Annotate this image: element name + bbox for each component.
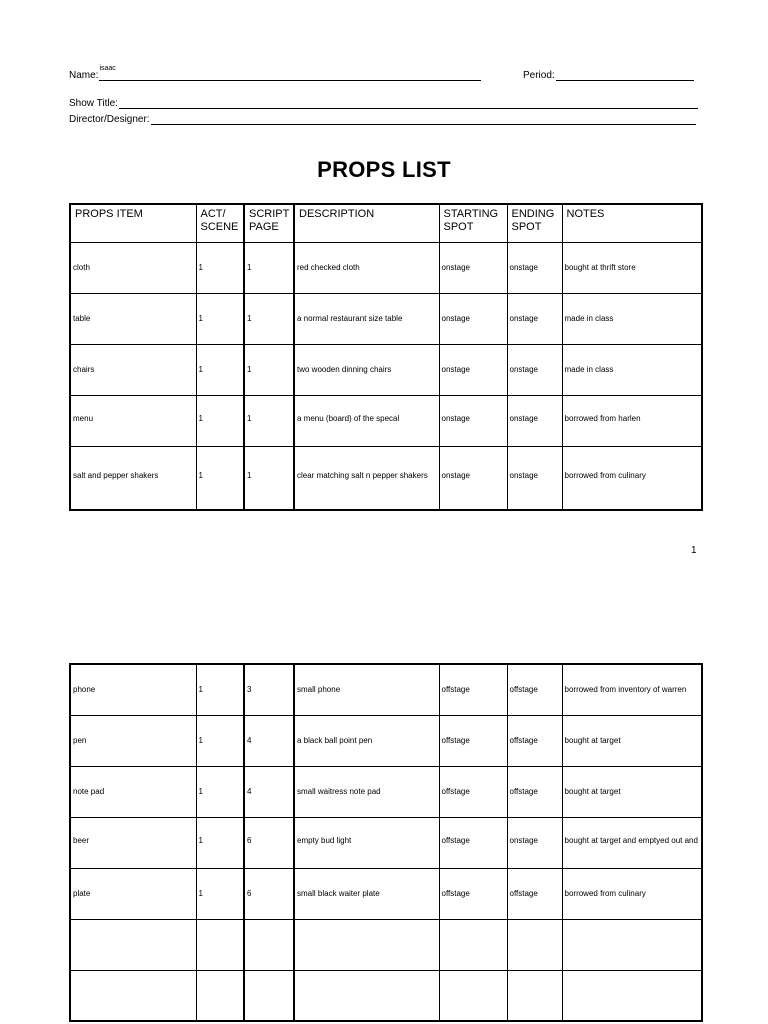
cell-start[interactable]: [439, 970, 507, 1021]
cell-notes-text: made in class: [564, 313, 614, 323]
cell-end[interactable]: [507, 766, 562, 817]
cell-item-text: note pad: [73, 786, 105, 796]
cell-end-text: offstage: [509, 685, 538, 694]
cell-item[interactable]: [70, 868, 196, 919]
cell-end-text: onstage: [509, 364, 538, 374]
cell-end[interactable]: [507, 344, 562, 395]
cell-description-text: a black ball point pen: [297, 735, 373, 745]
cell-start-text: offstage: [441, 685, 470, 694]
header-ending-spot: ENDING SPOT: [507, 204, 562, 242]
period-field[interactable]: [523, 70, 694, 81]
cell-notes[interactable]: [562, 395, 702, 446]
cell-description[interactable]: [294, 344, 439, 395]
cell-notes[interactable]: [562, 242, 702, 293]
cell-end-text: onstage: [509, 313, 538, 323]
cell-page[interactable]: [244, 868, 294, 919]
cell-notes[interactable]: [562, 344, 702, 395]
cell-act-text: 1: [198, 685, 203, 694]
director-label: Director/Designer:: [69, 114, 150, 125]
cell-description[interactable]: [294, 446, 439, 510]
cell-page[interactable]: [244, 715, 294, 766]
cell-notes[interactable]: [562, 970, 702, 1021]
cell-page-text: 4: [247, 786, 252, 796]
cell-notes-text: bought at target: [564, 786, 621, 796]
cell-description[interactable]: [294, 715, 439, 766]
cell-page[interactable]: [244, 664, 294, 715]
cell-page[interactable]: [244, 446, 294, 510]
cell-notes-text: bought at target: [564, 735, 621, 745]
header-act-scene: ACT/ SCENE: [196, 204, 244, 242]
name-line: [99, 65, 481, 81]
cell-start-text: onstage: [441, 313, 470, 323]
cell-act-text: 1: [198, 413, 203, 423]
cell-description[interactable]: [294, 919, 439, 970]
table-row: [70, 293, 702, 344]
cell-end-text: onstage: [509, 470, 538, 480]
header-notes: NOTES: [562, 204, 702, 242]
director-line: [151, 115, 696, 125]
cell-description-text: a menu (board) of the specal: [297, 413, 400, 423]
cell-item[interactable]: [70, 766, 196, 817]
period-label: Period:: [523, 70, 555, 81]
cell-page-text: 3: [247, 685, 252, 694]
show-title-line: [119, 99, 698, 109]
cell-description[interactable]: [294, 817, 439, 868]
cell-notes-text: bought at thrift store: [564, 262, 636, 272]
cell-notes[interactable]: [562, 919, 702, 970]
cell-notes-text: borrowed from culinary: [564, 888, 646, 898]
cell-page[interactable]: [244, 242, 294, 293]
cell-act-text: 1: [198, 470, 203, 480]
cell-start-text: onstage: [441, 262, 470, 272]
page-title: PROPS LIST: [317, 157, 451, 182]
cell-end-text: onstage: [509, 262, 538, 272]
cell-item[interactable]: [70, 664, 196, 715]
cell-notes[interactable]: [562, 664, 702, 715]
cell-item[interactable]: [70, 715, 196, 766]
table-row: [70, 395, 702, 446]
table-row: [70, 868, 702, 919]
cell-start[interactable]: [439, 868, 507, 919]
cell-act[interactable]: [196, 817, 244, 868]
cell-act[interactable]: [196, 344, 244, 395]
name-field[interactable]: [69, 65, 481, 81]
cell-description-text: a normal restaurant size table: [297, 313, 403, 323]
cell-item-text: cloth: [73, 262, 90, 272]
cell-act-text: 1: [198, 835, 203, 845]
cell-description[interactable]: [294, 970, 439, 1021]
cell-description-text: two wooden dinning chairs: [297, 364, 392, 374]
cell-act-text: 1: [198, 888, 203, 898]
cell-start-text: offstage: [441, 888, 470, 898]
name-label: Name:: [69, 70, 99, 81]
header-description: DESCRIPTION: [294, 204, 439, 242]
cell-start[interactable]: [439, 344, 507, 395]
cell-item[interactable]: [70, 395, 196, 446]
cell-act-text: 1: [198, 364, 203, 374]
cell-start[interactable]: [439, 293, 507, 344]
show-title-label: Show Title:: [69, 98, 118, 109]
cell-end[interactable]: [507, 919, 562, 970]
cell-description-text: empty bud light: [297, 835, 352, 845]
cell-item[interactable]: [70, 344, 196, 395]
table-row: [70, 715, 702, 766]
cell-end[interactable]: [507, 664, 562, 715]
cell-notes-text: borrowed from inventory of warren: [564, 685, 687, 694]
cell-page-text: 1: [247, 262, 252, 272]
cell-description-text: clear matching salt n pepper shakers: [297, 470, 428, 480]
cell-end[interactable]: [507, 293, 562, 344]
table-row: [70, 766, 702, 817]
cell-end[interactable]: [507, 242, 562, 293]
table-row: [70, 970, 702, 1021]
cell-act[interactable]: [196, 242, 244, 293]
cell-start[interactable]: [439, 242, 507, 293]
cell-start-text: offstage: [441, 835, 470, 845]
cell-end-text: offstage: [509, 888, 538, 898]
cell-start[interactable]: [439, 446, 507, 510]
table-row: [70, 919, 702, 970]
cell-end-text: onstage: [509, 835, 538, 845]
cell-act-text: 1: [198, 313, 203, 323]
cell-act[interactable]: [196, 919, 244, 970]
cell-end-text: offstage: [509, 735, 538, 745]
table-row: [70, 446, 702, 510]
cell-act-text: 1: [198, 262, 203, 272]
cell-end[interactable]: [507, 970, 562, 1021]
cell-start-text: onstage: [441, 364, 470, 374]
cell-act[interactable]: [196, 715, 244, 766]
cell-act[interactable]: [196, 766, 244, 817]
cell-item-text: chairs: [73, 364, 95, 374]
cell-notes-text: bought at target and emptyed out and: [564, 835, 698, 845]
cell-description-text: small black waiter plate: [297, 888, 380, 898]
cell-item-text: table: [73, 313, 91, 323]
cell-item[interactable]: [70, 919, 196, 970]
cell-page-text: 4: [247, 735, 252, 745]
cell-notes[interactable]: [562, 766, 702, 817]
name-value: isaac: [99, 65, 116, 72]
cell-item-text: salt and pepper shakers: [73, 470, 159, 480]
cell-notes[interactable]: [562, 868, 702, 919]
page-number: 1: [691, 545, 697, 556]
cell-start-text: onstage: [441, 413, 470, 423]
table-row: [70, 242, 702, 293]
cell-item[interactable]: [70, 242, 196, 293]
cell-page-text: 1: [247, 413, 252, 423]
cell-item[interactable]: [70, 446, 196, 510]
cell-notes-text: made in class: [564, 364, 614, 374]
cell-page-text: 1: [247, 313, 252, 323]
header-row: [70, 204, 702, 242]
cell-act[interactable]: [196, 868, 244, 919]
cell-item-text: pen: [73, 735, 87, 745]
cell-end[interactable]: [507, 395, 562, 446]
cell-start-text: offstage: [441, 786, 470, 796]
cell-description[interactable]: [294, 868, 439, 919]
cell-start[interactable]: [439, 715, 507, 766]
props-table-page2: [69, 663, 703, 1022]
cell-page-text: 1: [247, 470, 252, 480]
cell-page[interactable]: [244, 970, 294, 1021]
cell-description[interactable]: [294, 242, 439, 293]
table-row: [70, 664, 702, 715]
cell-notes[interactable]: [562, 817, 702, 868]
cell-item[interactable]: [70, 817, 196, 868]
cell-notes[interactable]: [562, 446, 702, 510]
cell-description-text: red checked cloth: [297, 262, 360, 272]
cell-page-text: 6: [247, 888, 252, 898]
cell-end-text: offstage: [509, 786, 538, 796]
props-table-page1: [69, 203, 703, 511]
cell-act[interactable]: [196, 395, 244, 446]
cell-item-text: plate: [73, 888, 91, 898]
cell-end[interactable]: [507, 446, 562, 510]
cell-page-text: 6: [247, 835, 252, 845]
cell-start[interactable]: [439, 766, 507, 817]
header-script-page: SCRIPT PAGE: [244, 204, 294, 242]
cell-page[interactable]: [244, 817, 294, 868]
period-line: [556, 71, 694, 81]
cell-description[interactable]: [294, 766, 439, 817]
cell-description[interactable]: [294, 664, 439, 715]
cell-start[interactable]: [439, 395, 507, 446]
cell-end-text: onstage: [509, 413, 538, 423]
cell-page[interactable]: [244, 293, 294, 344]
cell-notes[interactable]: [562, 293, 702, 344]
cell-start[interactable]: [439, 664, 507, 715]
cell-page[interactable]: [244, 766, 294, 817]
cell-description-text: small waitress note pad: [297, 786, 381, 796]
director-field[interactable]: [69, 114, 696, 125]
cell-notes-text: borrowed from culinary: [564, 470, 646, 480]
cell-notes-text: borrowed from harlen: [564, 413, 641, 423]
cell-act[interactable]: [196, 446, 244, 510]
cell-item-text: menu: [73, 413, 94, 423]
cell-start-text: offstage: [441, 735, 470, 745]
cell-start[interactable]: [439, 817, 507, 868]
cell-act[interactable]: [196, 664, 244, 715]
cell-end[interactable]: [507, 868, 562, 919]
cell-act[interactable]: [196, 293, 244, 344]
table-row: [70, 344, 702, 395]
cell-start-text: onstage: [441, 470, 470, 480]
cell-page[interactable]: [244, 344, 294, 395]
show-title-field[interactable]: [69, 98, 698, 109]
cell-start[interactable]: [439, 919, 507, 970]
cell-act-text: 1: [198, 786, 203, 796]
cell-page[interactable]: [244, 395, 294, 446]
table-row: [70, 817, 702, 868]
cell-description[interactable]: [294, 395, 439, 446]
cell-page[interactable]: [244, 919, 294, 970]
cell-item[interactable]: [70, 970, 196, 1021]
cell-page-text: 1: [247, 364, 252, 374]
cell-description[interactable]: [294, 293, 439, 344]
cell-end[interactable]: [507, 715, 562, 766]
cell-act-text: 1: [198, 735, 203, 745]
header-starting-spot: STARTING SPOT: [439, 204, 507, 242]
cell-end[interactable]: [507, 817, 562, 868]
cell-item[interactable]: [70, 293, 196, 344]
header-props-item: PROPS ITEM: [70, 204, 196, 242]
cell-notes[interactable]: [562, 715, 702, 766]
cell-description-text: small phone: [297, 685, 341, 694]
cell-act[interactable]: [196, 970, 244, 1021]
cell-item-text: beer: [73, 835, 90, 845]
cell-item-text: phone: [73, 685, 96, 694]
